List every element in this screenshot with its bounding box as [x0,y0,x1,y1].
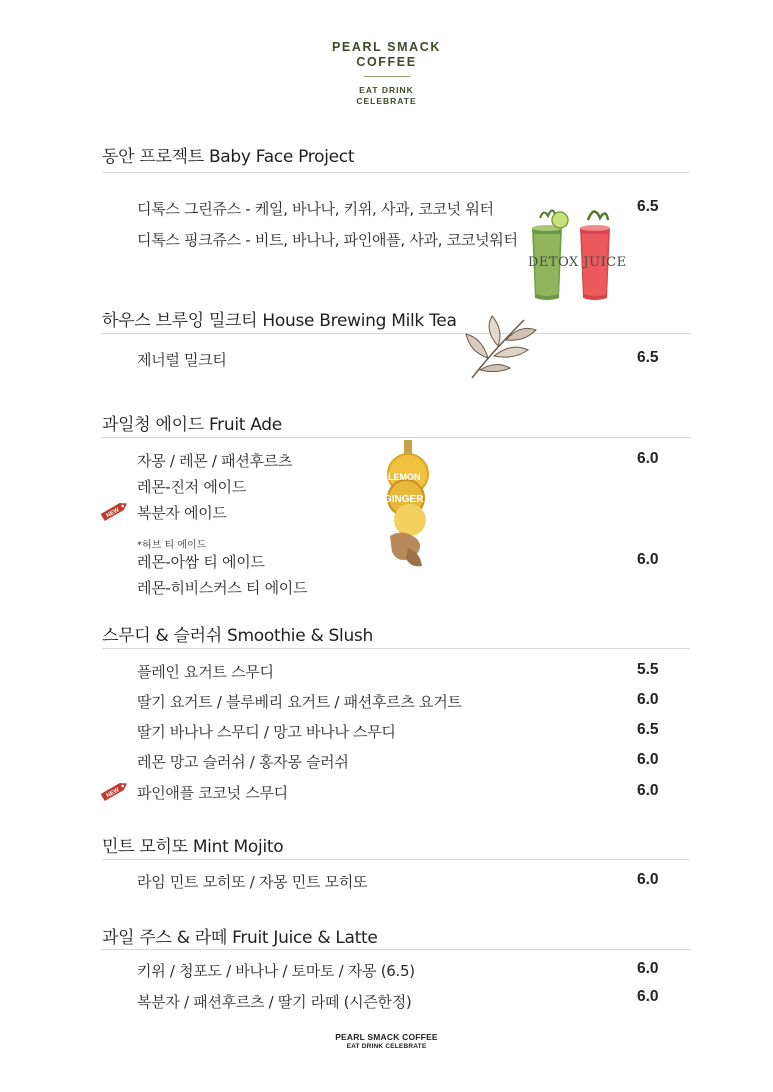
brand-header [0,40,773,107]
section-divider [102,333,690,334]
price-plain-yogurt-smoothie: 5.5 [637,661,659,678]
new-tag-icon [97,780,131,802]
menu-item-lemon-ginger-ade: 레몬-진저 에이드 [137,478,246,496]
price-milk-tea: 6.5 [637,349,659,366]
menu-item-fruit-latte: 복분자 / 패션후르츠 / 딸기 라떼 (시즌한정) [137,993,412,1011]
price-fruit-ade: 6.0 [637,450,659,467]
menu-item-detox-green: 디톡스 그린쥬스 - 케일, 바나나, 키위, 사과, 코코넛 워터 [137,200,494,218]
menu-item-grapefruit-lemon-passion: 자몽 / 레몬 / 패션후르츠 [137,452,293,470]
price-slush: 6.0 [637,751,659,768]
menu-item-lemon-hibiscus: 레몬-히비스커스 티 에이드 [137,579,308,597]
image-label-ginger: GINGER [384,494,424,505]
price-banana-smoothies: 6.5 [637,721,659,738]
section-title-mojito: 민트 모히또 Mint Mojito [102,837,284,857]
menu-item-fruit-juice: 키위 / 청포도 / 바나나 / 토마토 / 자몽 (6.5) [137,962,415,980]
footer-brand-name: PEARL SMACK COFFEE [335,1032,438,1042]
section-title-fruit-ade: 과일청 에이드 Fruit Ade [102,415,282,435]
section-divider [102,172,690,173]
brand-name-line1: PEARL SMACK [331,40,442,54]
image-label-lemon: LEMON [388,472,421,482]
price-herb-tea-ade: 6.0 [637,551,659,568]
section-divider [102,437,690,438]
menu-item-yogurt-varieties: 딸기 요거트 / 블루베리 요거트 / 패션후르츠 요거트 [137,693,462,711]
tea-leaf-illustration [462,312,542,382]
lemon-ginger-image [380,440,436,572]
section-title-baby-face: 동안 프로젝트 Baby Face Project [102,147,355,167]
new-tag-label: NEW [105,507,121,520]
detox-juice-image [522,200,632,304]
menu-item-pineapple-coconut: 파인애플 코코넛 스무디 [137,784,288,802]
brand-tagline-line2: CELEBRATE [356,96,417,106]
menu-item-banana-smoothies: 딸기 바나나 스무디 / 망고 바나나 스무디 [137,723,396,741]
brand-divider [364,76,410,77]
section-title-smoothie: 스무디 & 슬러쉬 Smoothie & Slush [102,626,373,646]
herb-tea-note: *허브 티 에이드 [137,540,207,551]
price-fruit-latte: 6.0 [637,988,659,1005]
brand-tagline-line1: EAT DRINK [359,85,414,95]
section-divider [102,949,690,950]
price-fruit-juice: 6.0 [637,960,659,977]
section-title-juice-latte: 과일 주스 & 라떼 Fruit Juice & Latte [102,928,378,948]
image-label-detox-juice: DETOX JUICE [528,255,627,270]
menu-item-general-milk-tea: 제너럴 밀크티 [137,351,227,369]
section-title-milk-tea: 하우스 브루잉 밀크티 House Brewing Milk Tea [102,311,457,331]
price-pineapple-coconut: 6.0 [637,782,659,799]
footer-tagline: EAT DRINK CELEBRATE [346,1043,427,1050]
footer-brand [0,1032,773,1051]
price-baby-face: 6.5 [637,198,659,215]
brand-name-line2: COFFEE [356,55,417,69]
menu-item-mojito: 라임 민트 모히또 / 자몽 민트 모히또 [137,873,368,891]
menu-item-plain-yogurt-smoothie: 플레인 요거트 스무디 [137,663,274,681]
menu-item-lemon-assam: 레몬-아쌈 티 에이드 [137,553,265,571]
menu-item-bokbunja-ade: 복분자 에이드 [137,504,227,522]
section-divider [102,648,690,649]
price-mojito: 6.0 [637,871,659,888]
section-divider [102,859,690,860]
menu-item-slush: 레몬 망고 슬러쉬 / 홍자몽 슬러쉬 [137,753,349,771]
new-tag-icon [97,500,131,522]
price-yogurt-varieties: 6.0 [637,691,659,708]
new-tag-label: NEW [105,787,121,800]
menu-item-detox-pink: 디톡스 핑크쥬스 - 비트, 바나나, 파인애플, 사과, 코코넛워터 [137,231,518,249]
